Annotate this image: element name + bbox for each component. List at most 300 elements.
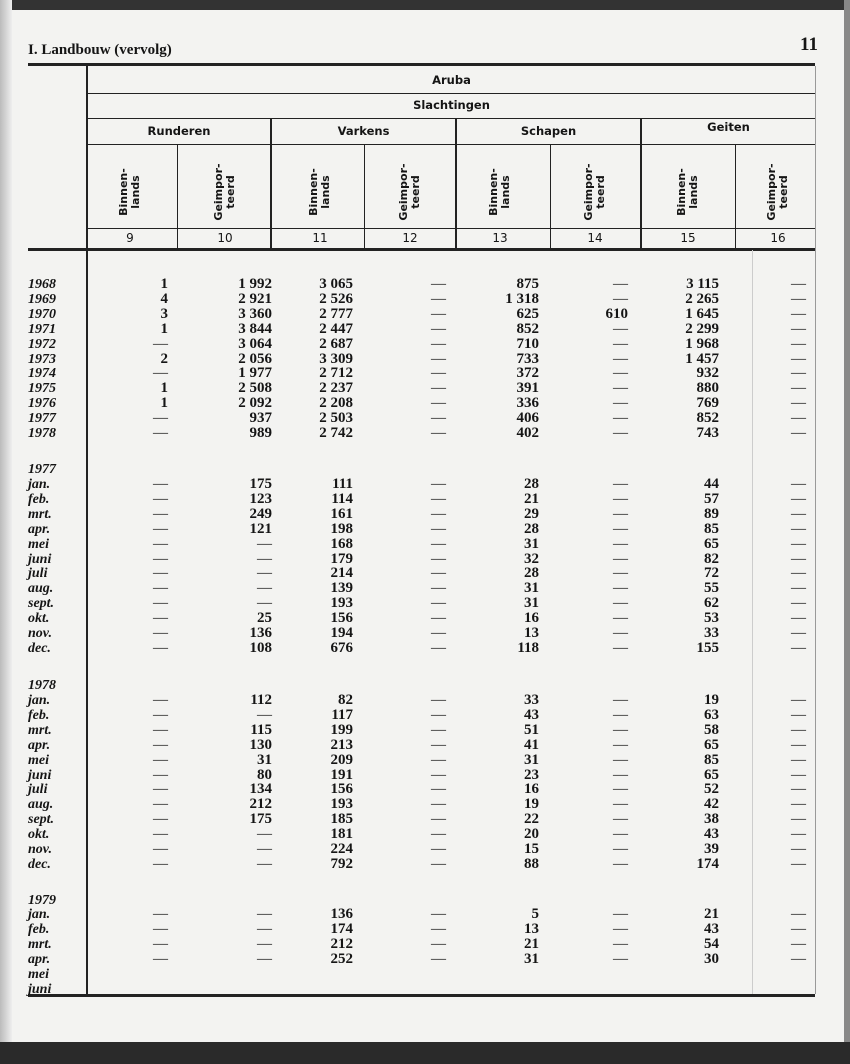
scan-bottom-edge xyxy=(0,1042,850,1064)
table-cell: — xyxy=(431,395,446,412)
table-cell: 1 645 xyxy=(685,305,719,322)
table-cell: — xyxy=(257,535,272,552)
table-cell: — xyxy=(791,610,806,627)
row-label: sept. xyxy=(28,812,55,828)
table-cell: — xyxy=(153,906,168,922)
table-cell: — xyxy=(153,692,168,708)
subcolumn-heading: Binnen- lands xyxy=(675,168,700,216)
table-cell: 62 xyxy=(704,595,719,612)
rule xyxy=(88,228,815,229)
table-cell: 4 xyxy=(160,290,168,307)
table-cell: — xyxy=(791,811,806,828)
table-cell: — xyxy=(791,580,806,597)
section-year-heading: 1979 xyxy=(28,893,56,908)
table-cell: — xyxy=(257,906,272,922)
col-divider xyxy=(735,144,736,250)
table-cell: 89 xyxy=(704,505,719,522)
row-label: dec. xyxy=(28,856,51,872)
table-cell: 372 xyxy=(516,365,539,382)
table-cell: — xyxy=(791,350,806,367)
table-cell: 214 xyxy=(330,565,353,582)
table-cell: 193 xyxy=(330,595,353,612)
subcolumn-heading: Geimpor- teerd xyxy=(582,163,607,221)
table-cell: 21 xyxy=(524,490,539,507)
row-label: 1975 xyxy=(28,381,56,397)
table-cell: — xyxy=(613,380,628,397)
table-cell: 198 xyxy=(330,520,353,537)
table-cell: — xyxy=(613,692,628,708)
table-cell: 117 xyxy=(331,706,353,723)
table-cell: — xyxy=(153,520,168,537)
table-cell: 33 xyxy=(524,692,539,708)
row-label: 1974 xyxy=(28,366,56,382)
table-cell: — xyxy=(431,706,446,723)
table-cell: — xyxy=(791,335,806,352)
table-cell: 43 xyxy=(524,706,539,723)
row-label: aug. xyxy=(28,581,54,597)
table-cell: 2 056 xyxy=(238,350,272,367)
table-cell: 33 xyxy=(704,625,719,641)
row-label: 1970 xyxy=(28,306,56,322)
table-cell: 42 xyxy=(704,796,719,813)
table-cell: — xyxy=(153,796,168,813)
table-cell: 3 064 xyxy=(238,335,272,352)
table-cell: — xyxy=(153,580,168,597)
table-cell: 31 xyxy=(524,535,539,552)
table-cell: — xyxy=(791,305,806,322)
table-cell: 175 xyxy=(249,811,272,828)
table-cell: 610 xyxy=(605,305,628,322)
row-label: okt. xyxy=(28,611,50,627)
table-cell: — xyxy=(791,935,806,952)
group-divider xyxy=(640,118,642,250)
table-cell: 209 xyxy=(330,751,353,768)
col-divider xyxy=(550,144,551,250)
table-cell: — xyxy=(613,721,628,738)
table-cell: — xyxy=(431,721,446,738)
table-cell: 2 777 xyxy=(319,305,353,322)
table-cell: 2 526 xyxy=(319,290,353,307)
table-cell: — xyxy=(613,580,628,597)
table-cell: 16 xyxy=(524,781,539,798)
table-cell: 3 115 xyxy=(686,276,719,292)
table-cell: — xyxy=(153,625,168,641)
table-cell: — xyxy=(613,766,628,783)
table-cell: 22 xyxy=(524,811,539,828)
table-cell: 2 447 xyxy=(319,320,353,337)
column-number: 12 xyxy=(402,231,418,245)
table-cell: — xyxy=(613,796,628,813)
table-cell: 52 xyxy=(704,781,719,798)
table-cell: — xyxy=(791,692,806,708)
table-cell: 28 xyxy=(524,476,539,492)
table-cell: — xyxy=(257,595,272,612)
row-label: mrt. xyxy=(28,722,52,738)
table-cell: 1 318 xyxy=(505,290,539,307)
table-cell: — xyxy=(791,550,806,567)
subcolumn-heading: Geimpor- teerd xyxy=(765,163,790,221)
subcolumn-heading: Binnen- lands xyxy=(487,168,512,216)
table-cell: — xyxy=(791,320,806,337)
top-rule xyxy=(28,63,815,66)
table-cell: — xyxy=(257,855,272,872)
table-cell: 41 xyxy=(524,736,539,753)
table-cell: 2 508 xyxy=(238,380,272,397)
table-cell: — xyxy=(431,692,446,708)
table-cell: 114 xyxy=(331,490,353,507)
table-cell: 792 xyxy=(330,855,353,872)
table-cell: 185 xyxy=(330,811,353,828)
table-cell: — xyxy=(431,476,446,492)
table-cell: — xyxy=(153,950,168,967)
table-cell: — xyxy=(431,490,446,507)
row-label: mei xyxy=(28,752,49,768)
table-cell: — xyxy=(791,365,806,382)
table-cell: 25 xyxy=(257,610,272,627)
table-cell: 213 xyxy=(330,736,353,753)
table-cell: 1 xyxy=(160,276,168,292)
table-cell: — xyxy=(791,625,806,641)
table-cell: 852 xyxy=(696,410,719,427)
table-cell: — xyxy=(153,565,168,582)
subcolumn-heading: Binnen- lands xyxy=(117,168,142,216)
table-cell: 175 xyxy=(249,476,272,492)
table-cell: 402 xyxy=(516,425,539,441)
table-cell: 31 xyxy=(524,950,539,967)
table-cell: — xyxy=(431,550,446,567)
table-cell: 5 xyxy=(531,906,539,922)
table-cell: — xyxy=(613,855,628,872)
table-cell: 53 xyxy=(704,610,719,627)
table-cell: 121 xyxy=(249,520,272,537)
table-cell: 174 xyxy=(330,920,353,937)
table-cell: 123 xyxy=(249,490,272,507)
table-cell: — xyxy=(153,476,168,492)
table-cell: 20 xyxy=(524,826,539,843)
table-cell: — xyxy=(431,625,446,641)
table-cell: 38 xyxy=(704,811,719,828)
row-label: juni xyxy=(28,551,52,567)
table-cell: 1 xyxy=(160,320,168,337)
table-cell: 932 xyxy=(696,365,719,382)
group-heading-varkens: Varkens xyxy=(337,124,390,138)
table-cell: 676 xyxy=(330,639,353,656)
table-cell: 2 921 xyxy=(238,290,272,307)
group-heading-runderen: Runderen xyxy=(147,124,211,138)
column-number: 13 xyxy=(492,231,508,245)
row-label: 1977 xyxy=(28,411,56,427)
table-cell: — xyxy=(431,425,446,441)
table-cell: 51 xyxy=(524,721,539,738)
table-cell: — xyxy=(613,595,628,612)
table-cell: — xyxy=(613,425,628,441)
row-label: juli xyxy=(28,782,48,798)
table-cell: — xyxy=(431,906,446,922)
table-cell: 19 xyxy=(524,796,539,813)
table-cell: 115 xyxy=(250,721,272,738)
table-cell: 15 xyxy=(524,841,539,857)
table-cell: — xyxy=(257,920,272,937)
row-label: okt. xyxy=(28,827,50,843)
table-cell: — xyxy=(431,736,446,753)
table-cell: 2 687 xyxy=(319,335,353,352)
table-cell: 54 xyxy=(704,935,719,952)
row-label: juli xyxy=(28,566,48,582)
table-cell: 31 xyxy=(524,580,539,597)
table-cell: 391 xyxy=(516,380,539,397)
table-cell: — xyxy=(153,751,168,768)
region-heading: Aruba xyxy=(432,73,471,87)
table-cell: — xyxy=(153,610,168,627)
table-cell: 19 xyxy=(704,692,719,708)
table-cell: 199 xyxy=(330,721,353,738)
table-cell: 13 xyxy=(524,920,539,937)
table-cell: 43 xyxy=(704,826,719,843)
row-label: sept. xyxy=(28,596,55,612)
row-label: 1973 xyxy=(28,351,56,367)
table-cell: — xyxy=(613,610,628,627)
table-cell: — xyxy=(153,595,168,612)
table-cell: 31 xyxy=(524,751,539,768)
row-label: mrt. xyxy=(28,936,52,952)
row-label: nov. xyxy=(28,842,52,857)
table-cell: 212 xyxy=(330,935,353,952)
table-cell: — xyxy=(613,335,628,352)
table-cell: 852 xyxy=(516,320,539,337)
table-cell: — xyxy=(431,935,446,952)
table-cell: 710 xyxy=(516,335,539,352)
table-cell: 108 xyxy=(249,639,272,656)
table-cell: — xyxy=(613,320,628,337)
table-cell: — xyxy=(431,410,446,427)
table-cell: — xyxy=(153,855,168,872)
table-cell: 1 977 xyxy=(238,365,272,382)
table-cell: — xyxy=(431,520,446,537)
rule xyxy=(88,93,815,94)
table-cell: — xyxy=(153,365,168,382)
table-cell: 156 xyxy=(330,781,353,798)
table-cell: — xyxy=(153,505,168,522)
right-border xyxy=(815,66,816,994)
row-label: juni xyxy=(28,981,52,997)
table-cell: 31 xyxy=(524,595,539,612)
table-cell: — xyxy=(431,580,446,597)
table-cell: — xyxy=(431,535,446,552)
table-cell: — xyxy=(153,425,168,441)
table-cell: 65 xyxy=(704,766,719,783)
table-cell: 336 xyxy=(516,395,539,412)
table-cell: — xyxy=(257,550,272,567)
table-cell: 118 xyxy=(517,639,539,656)
table-cell: — xyxy=(153,935,168,952)
row-label: feb. xyxy=(28,707,50,723)
row-label: 1971 xyxy=(28,321,56,337)
table-cell: — xyxy=(431,290,446,307)
table-cell: — xyxy=(431,796,446,813)
column-number: 9 xyxy=(126,231,134,245)
column-number: 10 xyxy=(217,231,233,245)
table-cell: 2 265 xyxy=(685,290,719,307)
table-cell: 112 xyxy=(250,692,272,708)
table-cell: — xyxy=(431,639,446,656)
col-divider xyxy=(364,144,365,250)
row-label: apr. xyxy=(28,737,51,753)
table-cell: 136 xyxy=(330,906,353,922)
stub-divider xyxy=(86,66,88,994)
table-cell: — xyxy=(431,320,446,337)
column-number: 11 xyxy=(312,231,328,245)
table-cell: — xyxy=(613,826,628,843)
scan-top-edge xyxy=(0,0,850,10)
table-cell: 193 xyxy=(330,796,353,813)
table-cell: — xyxy=(431,365,446,382)
table-cell: — xyxy=(431,505,446,522)
bottom-rule xyxy=(28,994,815,997)
table-cell: — xyxy=(613,276,628,292)
table-cell: 989 xyxy=(249,425,272,441)
table-cell: 156 xyxy=(330,610,353,627)
table-cell: — xyxy=(791,781,806,798)
table-cell: 29 xyxy=(524,505,539,522)
table-cell: 1 xyxy=(160,395,168,412)
row-label: 1968 xyxy=(28,277,56,292)
table-cell: 155 xyxy=(696,639,719,656)
table-cell: — xyxy=(791,826,806,843)
table-cell: 21 xyxy=(524,935,539,952)
table-cell: — xyxy=(613,350,628,367)
column-number: 14 xyxy=(587,231,603,245)
table-cell: — xyxy=(613,410,628,427)
rule xyxy=(88,144,815,145)
table-cell: 937 xyxy=(249,410,272,427)
table-cell: 82 xyxy=(704,550,719,567)
table-cell: — xyxy=(791,766,806,783)
table-cell: — xyxy=(791,276,806,292)
header-bottom-rule xyxy=(28,248,815,251)
table-cell: — xyxy=(791,906,806,922)
table-cell: 168 xyxy=(330,535,353,552)
table-cell: — xyxy=(791,565,806,582)
table-cell: — xyxy=(791,290,806,307)
table-cell: — xyxy=(431,950,446,967)
table-cell: 39 xyxy=(704,841,719,857)
table-cell: — xyxy=(153,826,168,843)
table-cell: — xyxy=(791,505,806,522)
table-cell: — xyxy=(153,335,168,352)
table-cell: 21 xyxy=(704,906,719,922)
table-cell: 85 xyxy=(704,520,719,537)
subcolumn-heading: Binnen- lands xyxy=(307,168,332,216)
table-cell: — xyxy=(257,706,272,723)
table-cell: 625 xyxy=(516,305,539,322)
column-number: 16 xyxy=(770,231,786,245)
table-cell: — xyxy=(613,395,628,412)
table-cell: 743 xyxy=(696,425,719,441)
table-cell: — xyxy=(613,920,628,937)
table-cell: — xyxy=(613,781,628,798)
table-cell: — xyxy=(431,565,446,582)
table-cell: — xyxy=(613,476,628,492)
table-cell: — xyxy=(613,935,628,952)
table-cell: 249 xyxy=(249,505,272,522)
table-cell: 82 xyxy=(338,692,353,708)
table-cell: 63 xyxy=(704,706,719,723)
row-label: feb. xyxy=(28,491,50,507)
table-cell: 3 844 xyxy=(238,320,272,337)
table-cell: — xyxy=(791,410,806,427)
table-cell: 880 xyxy=(696,380,719,397)
table-cell: 194 xyxy=(330,625,353,641)
table-cell: 58 xyxy=(704,721,719,738)
table-cell: — xyxy=(431,276,446,292)
table-cell: 2 503 xyxy=(319,410,353,427)
col-divider xyxy=(177,144,178,250)
table-cell: — xyxy=(431,781,446,798)
table-cell: — xyxy=(431,855,446,872)
table-cell: 65 xyxy=(704,535,719,552)
table-cell: — xyxy=(613,841,628,857)
table-cell: 31 xyxy=(257,751,272,768)
table-cell: 57 xyxy=(704,490,719,507)
table-cell: 875 xyxy=(516,276,539,292)
table-cell: — xyxy=(791,855,806,872)
table-cell: — xyxy=(613,950,628,967)
table-cell: — xyxy=(791,639,806,656)
row-label: 1978 xyxy=(28,426,56,441)
subcolumn-heading: Geimpor- teerd xyxy=(212,163,237,221)
category-heading: Slachtingen xyxy=(413,98,490,112)
table-cell: — xyxy=(153,920,168,937)
table-cell: 161 xyxy=(330,505,353,522)
table-cell: 174 xyxy=(696,855,719,872)
table-cell: — xyxy=(153,490,168,507)
table-cell: 2 237 xyxy=(319,380,353,397)
table-cell: — xyxy=(431,595,446,612)
table-cell: — xyxy=(153,781,168,798)
table-cell: — xyxy=(431,751,446,768)
table-cell: 43 xyxy=(704,920,719,937)
table-cell: 3 xyxy=(160,305,168,322)
table-cell: 252 xyxy=(330,950,353,967)
table-cell: 2 xyxy=(160,350,168,367)
table-cell: — xyxy=(791,706,806,723)
section-year-heading: 1977 xyxy=(28,462,56,477)
table-cell: — xyxy=(431,920,446,937)
table-cell: — xyxy=(153,736,168,753)
table-cell: — xyxy=(153,706,168,723)
page-number: 11 xyxy=(800,34,818,55)
row-label: jan. xyxy=(28,477,51,492)
table-cell: 3 065 xyxy=(319,276,353,292)
group-heading-geiten: Geiten xyxy=(707,120,750,134)
table-cell: 1 992 xyxy=(238,276,272,292)
table-cell: 181 xyxy=(330,826,353,843)
table-cell: — xyxy=(257,826,272,843)
table-cell: — xyxy=(431,766,446,783)
table-cell: — xyxy=(791,920,806,937)
table-cell: 85 xyxy=(704,751,719,768)
table-cell: — xyxy=(613,811,628,828)
row-label: nov. xyxy=(28,626,52,641)
table-cell: 2 299 xyxy=(685,320,719,337)
table-cell: — xyxy=(153,410,168,427)
table-cell: 406 xyxy=(516,410,539,427)
table-cell: — xyxy=(613,535,628,552)
table-cell: — xyxy=(791,476,806,492)
table-cell: 1 457 xyxy=(685,350,719,367)
table-cell: — xyxy=(431,350,446,367)
table-cell: — xyxy=(791,395,806,412)
